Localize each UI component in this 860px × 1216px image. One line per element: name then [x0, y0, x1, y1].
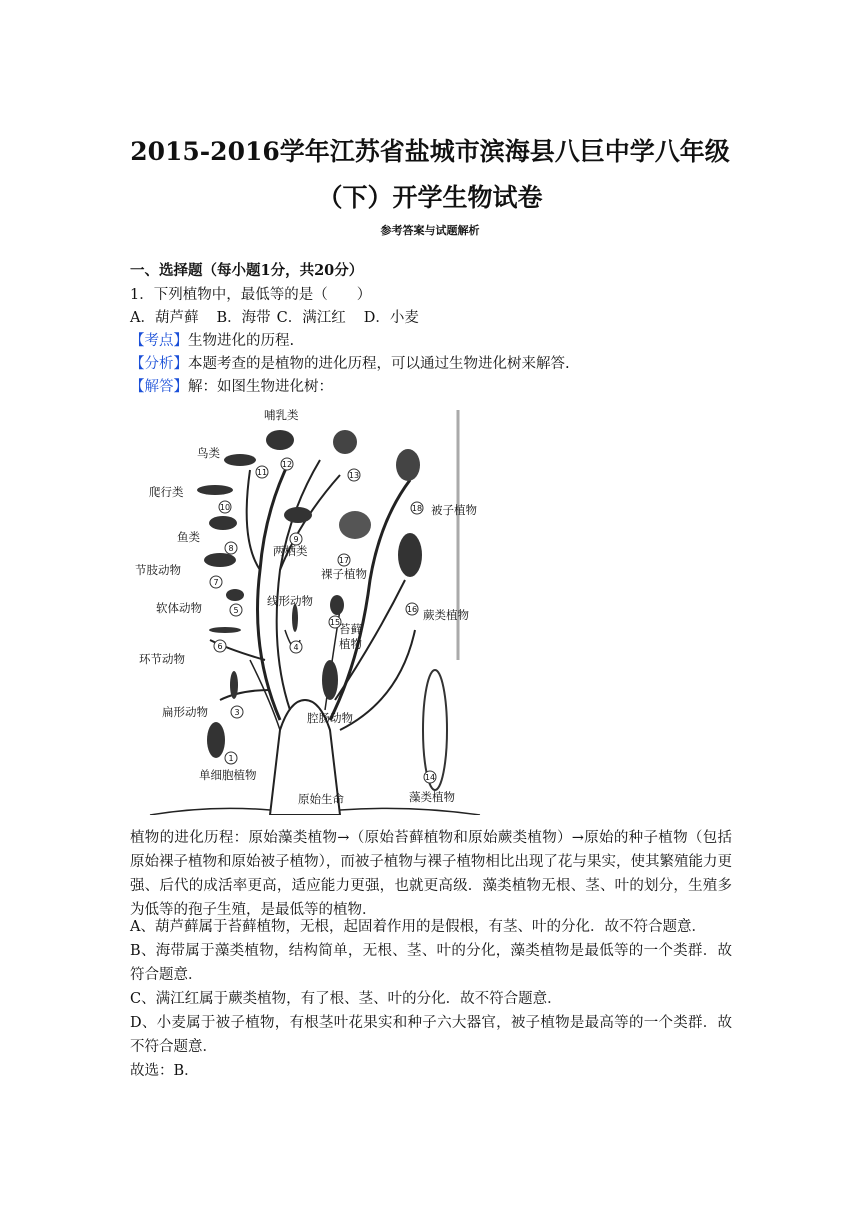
- fenxi-text: 本题考查的是植物的进化历程，可以通过生物进化树来解答.: [188, 356, 570, 372]
- evolution-tree-figure: [130, 400, 490, 815]
- kaodian-tag: 【考点】: [130, 333, 188, 349]
- jieda-tag: 【解答】: [130, 379, 188, 395]
- tree-number-7: 7: [213, 578, 219, 587]
- label-ferns: 蕨类植物: [423, 608, 469, 622]
- explanation-option-a: A、葫芦藓属于苔藓植物，无根，起固着作用的是假根，有茎、叶的分化．故不符合题意．: [130, 919, 706, 935]
- label-mammals: 哺乳类: [264, 408, 299, 422]
- label-fish: 鱼类: [177, 530, 200, 544]
- question-stem: 1．下列植物中，最低等的是（ ）: [130, 287, 372, 303]
- jieda-text: 解：如图生物进化树：: [188, 379, 333, 395]
- label-arthropods: 节肢动物: [135, 563, 181, 577]
- tree-number-circles: [210, 458, 436, 783]
- explanation-option-b: B、海带属于藻类植物，结构简单，无根、茎、叶的分化，藻类植物是最低等的一个类群．故符合题意．: [130, 943, 732, 983]
- tree-number-12: 12: [281, 460, 293, 469]
- tree-number-11: 11: [256, 468, 268, 477]
- option-c: C．满江红: [276, 310, 346, 326]
- evolution-tree-svg: [130, 400, 490, 815]
- label-annelids: 环节动物: [139, 652, 185, 666]
- label-mollusks: 软体动物: [156, 601, 202, 615]
- explanation-option-c: C、满江红属于蕨类植物，有了根、茎、叶的分化．故不符合题意．: [130, 991, 562, 1007]
- tree-number-3: 3: [234, 708, 240, 717]
- kaodian-line: [130, 330, 294, 352]
- final-answer: 故选：B．: [130, 1063, 199, 1079]
- label-origin: 原始生命: [298, 792, 344, 806]
- fenxi-line: [130, 353, 570, 375]
- jieda-line: [130, 376, 333, 398]
- question-options: [130, 307, 437, 329]
- kaodian-text: 生物进化的历程.: [188, 333, 295, 349]
- tree-number-10: 10: [219, 503, 231, 512]
- label-algae: 藻类植物: [409, 790, 455, 804]
- label-mosses-line1: 苔藓: [339, 622, 362, 636]
- document-title-line1: 2015-2016学年江苏省盐城市滨海县八巨中学八年级: [130, 137, 730, 166]
- label-unicellular: 单细胞植物: [199, 768, 257, 782]
- tree-number-1: 1: [228, 754, 234, 763]
- tree-number-13: 13: [348, 471, 360, 480]
- section-heading: 一、选择题（每小题1分，共20分）: [130, 262, 364, 279]
- tree-number-8: 8: [228, 544, 234, 553]
- tree-number-15: 15: [329, 618, 341, 627]
- option-a: A．葫芦藓: [130, 310, 199, 326]
- tree-number-16: 16: [406, 605, 418, 614]
- tree-number-14: 14: [424, 773, 436, 782]
- tree-number-5: 5: [233, 606, 239, 615]
- label-gymnosperms: 裸子植物: [321, 567, 367, 581]
- explanation-option-d: D、小麦属于被子植物，有根茎叶花果实和种子六大器官，被子植物是最高等的一个类群．故不符合题意．: [130, 1015, 732, 1055]
- label-flatworms: 扁形动物: [162, 705, 208, 719]
- document-title-line2: （下）开学生物试卷: [317, 183, 543, 212]
- label-mosses-line2: 植物: [339, 637, 362, 651]
- label-nematodes: 线形动物: [267, 594, 313, 608]
- label-coelenterates: 腔肠动物: [307, 711, 353, 725]
- option-b: B．海带: [216, 310, 271, 326]
- label-reptiles: 爬行类: [149, 485, 184, 499]
- explanation-paragraph: 植物的进化历程：原始藻类植物→（原始苔藓植物和原始蕨类植物）→原始的种子植物（包括原始裸子植物和原始被子植物），而被子植物与裸子植物相比出现了花与果实，使其繁殖能力更强、后代的成活率更高，适应能力更强，也就更高级．藻类植物无根、茎、叶的划分，生殖多为低等的孢子生殖，是最低等的植物．: [130, 830, 732, 918]
- label-angiosperms: 被子植物: [431, 503, 477, 517]
- option-d: D．小麦: [363, 310, 419, 326]
- animal-branch: [258, 460, 291, 720]
- tree-number-6: 6: [217, 642, 223, 651]
- label-birds: 鸟类: [197, 446, 220, 460]
- tree-number-17: 17: [338, 556, 350, 565]
- document-subtitle: 参考答案与试题解析: [380, 224, 480, 237]
- tree-number-18: 18: [411, 504, 423, 513]
- tree-number-4: 4: [293, 643, 299, 652]
- label-amphibians: 两栖类: [273, 544, 308, 558]
- tree-number-9: 9: [293, 535, 299, 544]
- fenxi-tag: 【分析】: [130, 356, 188, 372]
